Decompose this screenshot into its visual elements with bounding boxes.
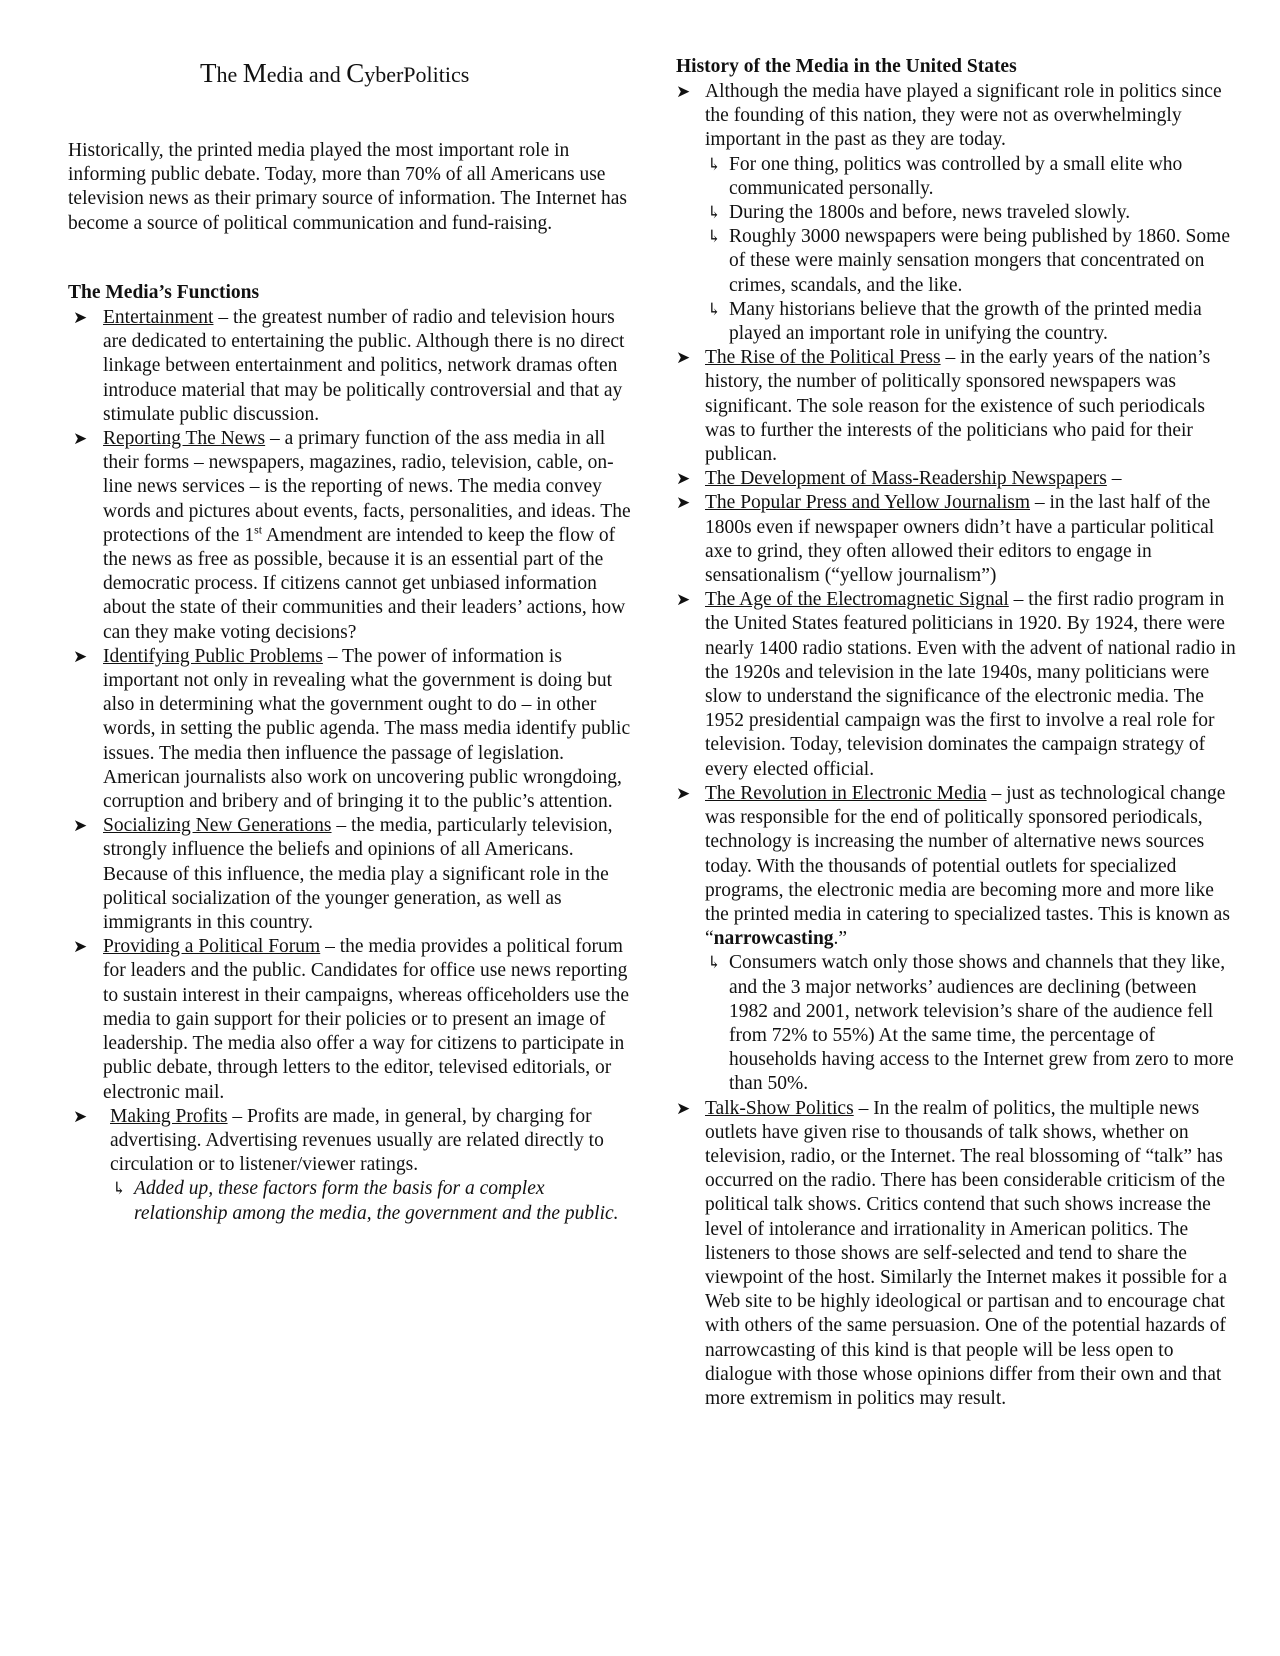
item-text: – bbox=[1106, 468, 1122, 490]
item-term: Socializing New Generations bbox=[103, 815, 332, 837]
item-term: The Popular Press and Yellow Journalism bbox=[705, 492, 1030, 514]
list-item bbox=[676, 346, 1236, 467]
title-part: edia and bbox=[266, 62, 347, 87]
item-term: Entertainment bbox=[103, 307, 214, 328]
list-item bbox=[676, 588, 1236, 782]
hooked-arrow-icon: ↳ bbox=[707, 154, 722, 174]
arrow-bullet-icon: ➤ bbox=[676, 469, 691, 489]
arrow-bullet-icon: ➤ bbox=[676, 1098, 691, 1118]
sub-list-item bbox=[705, 225, 1236, 298]
list-item bbox=[68, 935, 633, 1104]
hooked-arrow-icon: ↳ bbox=[707, 953, 722, 973]
list-item bbox=[68, 645, 633, 814]
item-text: – the media, particularly television, strongly influence the beliefs and opinions of all Americans. Because of this influence, the media play a significant role in the political socialization of the younger generation, as well as immigrants in this country. bbox=[103, 815, 613, 934]
page-title bbox=[200, 58, 520, 90]
arrow-bullet-icon: ➤ bbox=[73, 816, 88, 836]
item-term: The Age of the Electromagnetic Signal bbox=[705, 589, 1009, 611]
history-list bbox=[676, 80, 1236, 1411]
functions-list bbox=[68, 306, 633, 1226]
hooked-arrow-icon: ↳ bbox=[707, 203, 722, 223]
arrow-bullet-icon: ➤ bbox=[676, 82, 691, 101]
item-text: Although the media have played a significant role in politics since the founding of this nation, they were not as overwhelmingly important in the past as they are today. bbox=[705, 81, 1222, 151]
sub-list-item bbox=[705, 298, 1236, 346]
sub-list-item bbox=[110, 1177, 633, 1225]
section-heading-functions: The Media’s Functions bbox=[68, 282, 260, 303]
item-text: – the greatest number of radio and television hours are dedicated to entertaining the public. Although there is no direct linkage between entertainment and politics, network dramas often introduce material that may be politically controversial and that ay stimulate public discussion. bbox=[103, 307, 625, 425]
list-item bbox=[676, 1097, 1236, 1412]
item-text: Amendment are intended to keep the flow of the news as free as possible, because it is an essential part of the democratic process. If citizens cannot get unbiased information about the state of their communities and their leaders’ actions, how can they make voting decisions? bbox=[103, 524, 626, 643]
item-text: – a primary function of the ass media in all their forms – newspapers, magazines, radio, television, cable, on-line news services – is the reporting of news. The media convey words and pictures about events, facts, personalities, and ideas. The protections of the 1 bbox=[103, 428, 631, 546]
arrow-bullet-icon: ➤ bbox=[73, 308, 88, 327]
sub-item-text: Many historians believe that the growth of the printed media played an important role in unifying the country. bbox=[729, 298, 1202, 345]
sub-item-text: For one thing, politics was controlled by a small elite who communicated personally. bbox=[729, 153, 1183, 199]
sub-list bbox=[705, 951, 1236, 1096]
arrow-bullet-icon: ➤ bbox=[676, 348, 691, 368]
intro-paragraph: Historically, the printed media played the most important role in informing public debate. Today, more than 70% of all Americans use television news as their primary source of information. The Internet has become a source of political communication and fund-raising. bbox=[68, 140, 628, 234]
hooked-arrow-icon: ↳ bbox=[707, 299, 722, 319]
item-text: – In the realm of politics, the multiple news outlets have given rise to thousands of talk shows, whether on television, radio, or the Internet. The real blossoming of “talk” has occurred on the radio. There has been considerable criticism of the political talk shows. Critics contend that such shows increase the level of intolerance and irrationality in American politics. The listeners to those shows are self-selected and tend to share the viewpoint of the host. Similarly the Internet makes it possible for a Web site to be highly ideological or partisan and to encourage chat with others of the same persuasion. One of the potential hazards of narrowcasting of this kind is that people will be less open to dialogue with those whose opinions differ from their own and that more extremism in politics may result. bbox=[705, 1097, 1228, 1409]
list-item bbox=[676, 782, 1236, 1097]
list-item bbox=[676, 80, 1236, 346]
list-item bbox=[676, 491, 1236, 588]
item-term: Identifying Public Problems bbox=[103, 645, 323, 667]
sub-item-text: Consumers watch only those shows and channels that they like, and the 3 major networks’ audiences are declining (between 1982 and 2001, network television’s share of the audience fell from 72% to 55%) At the same time, the percentage of households having access to the Internet grew from zero to more than 50%. bbox=[729, 952, 1234, 1095]
item-term: The Revolution in Electronic Media bbox=[705, 782, 987, 804]
item-text: – The power of information is important not only in revealing what the government is doing but also in determining what the government ought to do – in other words, in setting the public agenda. The mass media identify public issues. The media then influence the passage of legislation. American journalists also work on uncovering public wrongdoing, corruption and bribery and of bringing it to the public’s attention. bbox=[103, 645, 631, 813]
sub-item-text: Roughly 3000 newspapers were being published by 1860. Some of these were mainly sensation mongers that concentrated on crimes, scandals, and the like. bbox=[729, 226, 1230, 296]
item-text: – just as technological change was responsible for the end of politically sponsored periodicals, technology is increasing the number of alternative news sources today. With the thousands of potential outlets for specialized programs, the electronic media are becoming more and more like the printed media in catering to specialized tastes. This is known as “ bbox=[705, 782, 1230, 950]
arrow-bullet-icon: ➤ bbox=[73, 429, 88, 449]
hooked-arrow-icon: ↳ bbox=[112, 1179, 127, 1199]
title-part: T bbox=[200, 58, 217, 88]
sub-list-item bbox=[705, 201, 1236, 225]
title-part: M bbox=[242, 58, 267, 88]
arrow-bullet-icon: ➤ bbox=[73, 1106, 88, 1126]
title-part: he bbox=[216, 62, 243, 87]
item-text: – Profits are made, in general, by charging for advertising. Advertising revenues usually are related directly to circulation or to listener/viewer ratings. bbox=[110, 1105, 604, 1176]
arrow-bullet-icon: ➤ bbox=[676, 493, 691, 513]
sub-list-item bbox=[705, 153, 1236, 201]
list-item bbox=[68, 814, 633, 935]
sub-item-text: Added up, these factors form the basis for a complex relationship among the media, the government and the public. bbox=[134, 1178, 619, 1224]
arrow-bullet-icon: ➤ bbox=[73, 646, 88, 666]
item-text: – the media provides a political forum for leaders and the public. Candidates for office use news reporting to sustain interest in their campaigns, whereas officeholders use the media to gain support for their policies or to present an image of leadership. The media also offer a way for citizens to participate in public debate, through letters to the editor, televised editorials, or electronic mail. bbox=[103, 936, 629, 1103]
list-item bbox=[68, 427, 633, 645]
item-term: Talk-Show Politics bbox=[705, 1097, 854, 1119]
arrow-bullet-icon: ➤ bbox=[676, 783, 691, 803]
section-heading-history: History of the Media in the United States bbox=[676, 56, 1017, 77]
hooked-arrow-icon: ↳ bbox=[707, 227, 722, 247]
item-term: Reporting The News bbox=[103, 428, 266, 450]
item-term: Making Profits bbox=[110, 1105, 228, 1127]
item-text: – in the last half of the 1800s even if newspaper owners didn’t have a particular political axe to grind, they often allowed their editors to engage in sensationalism (“yellow journalism”) bbox=[705, 492, 1215, 587]
ordinal-superscript: st bbox=[254, 522, 263, 537]
item-term: The Rise of the Political Press bbox=[705, 347, 941, 369]
sub-item-text: During the 1800s and before, news traveled slowly. bbox=[729, 202, 1131, 224]
title-part: yberPolitics bbox=[364, 62, 470, 87]
item-term: Providing a Political Forum bbox=[103, 936, 321, 958]
arrow-bullet-icon: ➤ bbox=[73, 937, 88, 957]
sub-list bbox=[705, 153, 1236, 347]
title-part: C bbox=[346, 58, 365, 88]
item-text: – in the early years of the nation’s history, the number of politically sponsored newspapers was significant. The sole reason for the existence of such periodicals was to further the interests of the politicians who paid for their publican. bbox=[705, 347, 1211, 466]
list-item bbox=[68, 306, 633, 427]
list-item bbox=[676, 467, 1236, 491]
item-text: .” bbox=[833, 928, 848, 950]
sub-list-item bbox=[705, 951, 1236, 1096]
item-term: The Development of Mass-Readership Newspapers bbox=[705, 468, 1107, 490]
item-text: – the first radio program in the United States featured politicians in 1920. By 1924, there were nearly 1400 radio stations. Even with the advent of national radio in the 1920s and television in the late 1940s, many politicians were slow to understand the significance of the electronic media. The 1952 presidential campaign was the first to involve a real role for television. Today, television dominates the campaign strategy of every elected official. bbox=[705, 589, 1236, 780]
arrow-bullet-icon: ➤ bbox=[676, 590, 691, 610]
list-item bbox=[68, 1105, 633, 1226]
narrowcasting-term: narrowcasting bbox=[713, 928, 834, 950]
sub-list bbox=[110, 1177, 633, 1225]
